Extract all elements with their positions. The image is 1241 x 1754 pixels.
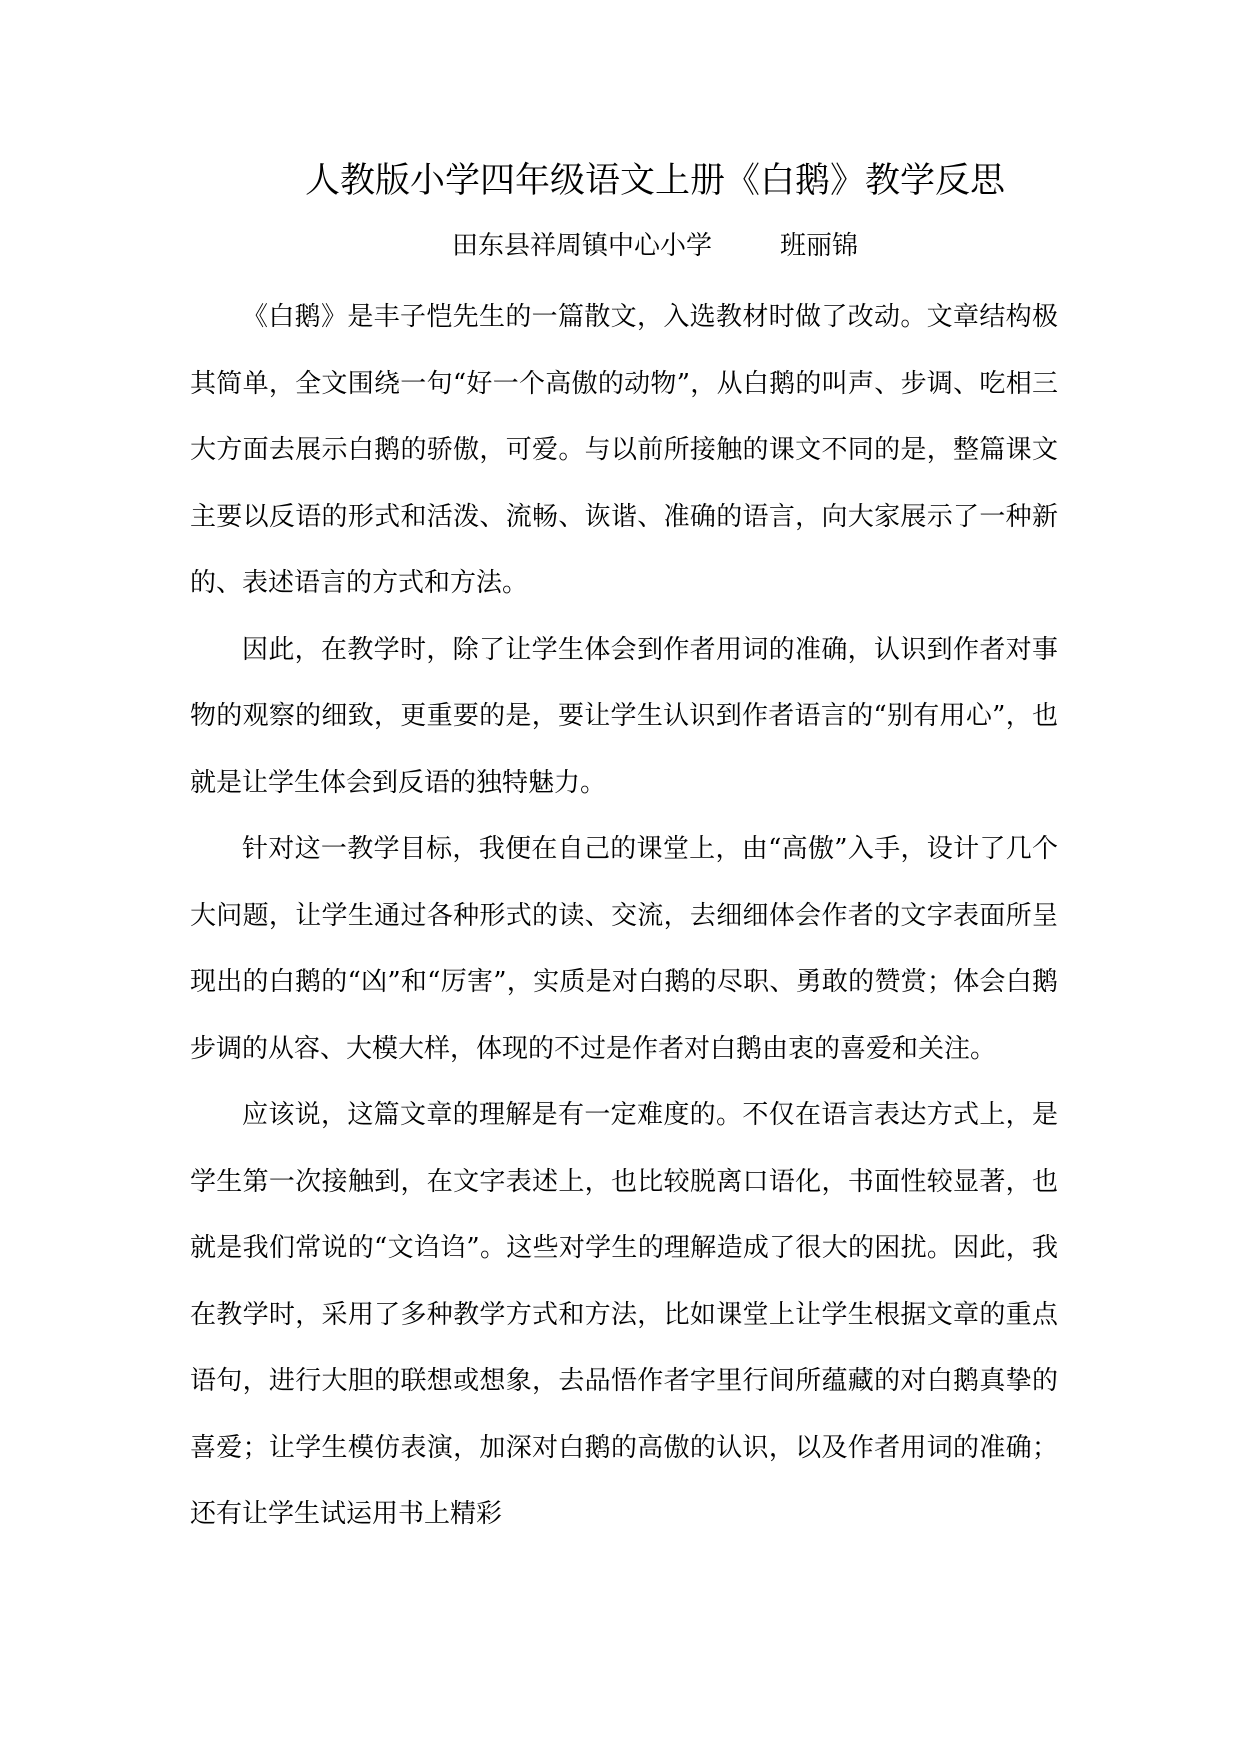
page-title: 人教版小学四年级语文上册《白鹅》教学反思: [304, 161, 1005, 201]
paragraph-1: 《白鹅》是丰子恺先生的一篇散文，入选教材时做了改动。文章结构极其简单，全文围绕一句“好一个高傲的动物”，从白鹅的叫声、步调、吃相三大方面去展示白鹅的骄傲，可爱。与以前所接触的课文不同的是，整篇课文主要以反语的形式和活泼、流畅、诙谐、准确的语言，向大家展示了一种新的、表述语言的方式和方法。: [190, 302, 1058, 598]
article-body: [190, 284, 1058, 1548]
paragraph-2: 因此，在教学时，除了让学生体会到作者用词的准确，认识到作者对事物的观察的细致，更重要的是，要让学生认识到作者语言的“别有用心”，也就是让学生体会到反语的独特魅力。: [190, 634, 1058, 798]
author-name: 班丽锦: [780, 231, 859, 261]
paragraph-4: 应该说，这篇文章的理解是有一定难度的。不仅在语言表达方式上，是学生第一次接触到，在文字表述上，也比较脱离口语化，书面性较显著，也就是我们常说的“文诌诌”。这些对学生的理解造成了很大的困扰。因此，我在教学时，采用了多种教学方式和方法，比如课堂上让学生根据文章的重点语句，进行大胆的联想或想象，去品悟作者字里行间所蕴藏的对白鹅真挚的喜爱；让学生模仿表演，加深对白鹅的高傲的认识，以及作者用词的准确；还有让学生试运用书上精彩: [190, 1100, 1058, 1529]
byline: [190, 226, 1120, 266]
school-name: 田东县祥周镇中心小学: [451, 231, 712, 261]
paragraph-3: 针对这一教学目标，我便在自己的课堂上，由“高傲”入手，设计了几个大问题，让学生通过各种形式的读、交流，去细细体会作者的文字表面所呈现出的白鹅的“凶”和“厉害”，实质是对白鹅的尽职、勇敢的赞赏；体会白鹅步调的从容、大模大样，体现的不过是作者对白鹅由衷的喜爱和关注。: [190, 834, 1058, 1064]
